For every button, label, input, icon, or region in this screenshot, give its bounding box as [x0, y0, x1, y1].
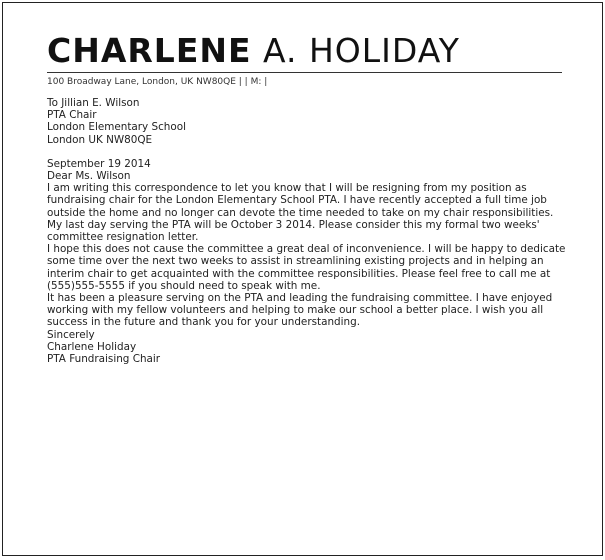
- recipient-name: To Jillian E. Wilson: [47, 97, 140, 109]
- sender-first-name: CHARLENE: [47, 31, 252, 70]
- salutation: Dear Ms. Wilson: [47, 170, 131, 183]
- recipient-block: [47, 97, 567, 146]
- sender-last-name: A. HOLIDAY: [251, 31, 460, 70]
- sender-contact: 100 Broadway Lane, London, UK NW80QE | | M: |: [47, 72, 562, 88]
- recipient-title: PTA Chair: [47, 109, 97, 122]
- recipient-address: London UK NW80QE: [47, 133, 153, 146]
- paragraph-1: I am writing this correspondence to let you know that I will be resigning from my position as fundraising chair for the London Elementary School PTA. I have recently accepted a full time job outside the home and no longer can devote the time needed to take on my chair responsibilities. My last day serving the PTA will be October 3 2014. Please consider this my formal two weeks' committee resignation letter.: [47, 182, 554, 244]
- closing: Sincerely: [47, 328, 95, 341]
- letter-date: September 19 2014: [47, 157, 151, 170]
- paragraph-3: It has been a pleasure serving on the PTA and leading the fundraising committee. I have enjoyed working with my fellow volunteers and helping to make our school a better place. I wish you all success in the future and thank you for your understanding.: [47, 292, 553, 329]
- letter-page: [2, 2, 603, 556]
- signature-title: PTA Fundraising Chair: [47, 353, 161, 366]
- letterhead: [47, 32, 562, 88]
- recipient-organization: London Elementary School: [47, 121, 186, 134]
- sender-name: [47, 32, 562, 70]
- paragraph-2: I hope this does not cause the committee a great deal of inconvenience. I will be happy to dedicate some time over the next two weeks to assist in streamlining existing projects and in helping an interim chair to get acquainted with the committee responsibilities. Please feel free to call me at (555)555-5555 if you should need to speak with me.: [47, 243, 566, 292]
- letter-body: [47, 97, 567, 365]
- signature-name: Charlene Holiday: [47, 340, 137, 353]
